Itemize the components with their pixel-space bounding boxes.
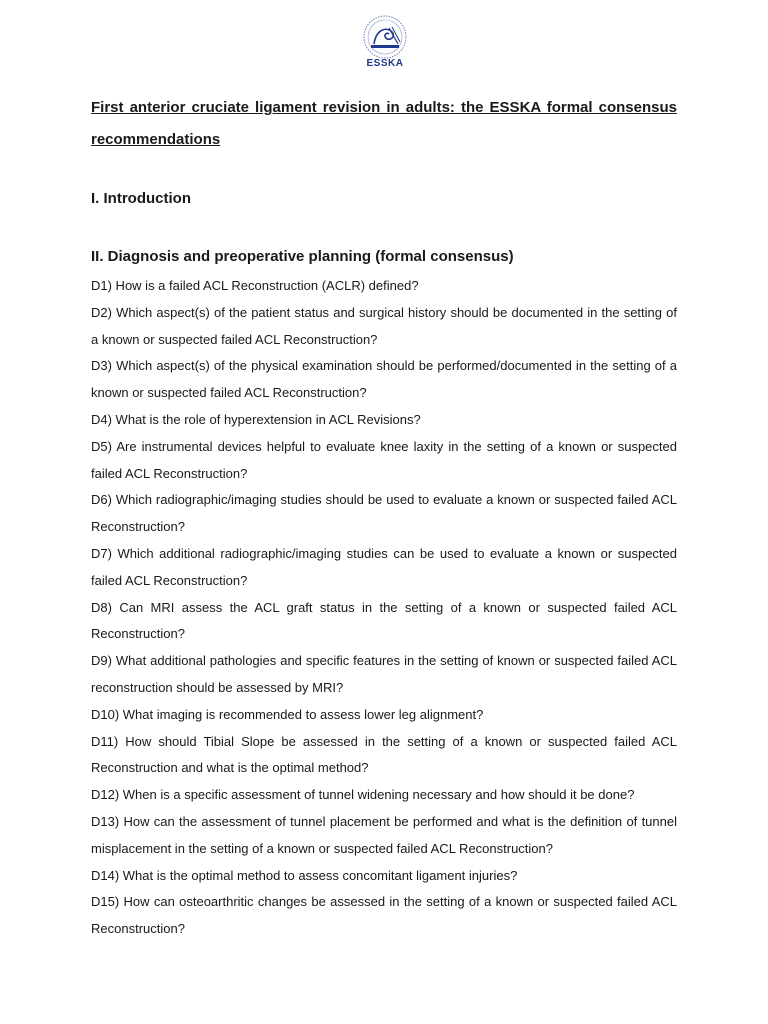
question-item: D1) How is a failed ACL Reconstruction (ACLR) defined? (91, 278, 419, 293)
document-body (91, 92, 677, 943)
question-item: D3) Which aspect(s) of the physical examination should be performed/documented in the setting of a known or suspected failed ACL Reconstruction? (91, 358, 677, 401)
esska-logo (355, 14, 415, 76)
question-item: D13) How can the assessment of tunnel placement be performed and what is the definition of tunnel misplacement in the setting of a known or suspected failed ACL Reconstruction? (91, 813, 677, 856)
question-item: D4) What is the role of hyperextension in ACL Revisions? (91, 411, 421, 427)
document-title: First anterior cruciate ligament revision in adults: the ESSKA formal consensus recommendations (91, 99, 677, 148)
question-item: D12) When is a specific assessment of tunnel widening necessary and how should it be done? (91, 787, 635, 803)
question-item: D9) What additional pathologies and specific features in the setting of known or suspected failed ACL reconstruction should be assessed by MRI? (91, 653, 677, 695)
question-item: D14) What is the optimal method to assess concomitant ligament injuries? (91, 867, 518, 883)
question-item: D10) What imaging is recommended to assess lower leg alignment? (91, 706, 484, 722)
question-item: D7) Which additional radiographic/imaging studies can be used to evaluate a known or suspected failed ACL Reconstruction? (91, 545, 677, 588)
question-item: D6) Which radiographic/imaging studies should be used to evaluate a known or suspected failed ACL Reconstruction? (91, 492, 677, 535)
question-item: D5) Are instrumental devices helpful to evaluate knee laxity in the setting of a known or suspected failed ACL Reconstruction? (91, 438, 677, 481)
section-heading-introduction: I. Introduction (91, 190, 191, 207)
logo-text: ESSKA (366, 58, 404, 69)
question-item: D2) Which aspect(s) of the patient status and surgical history should be documented in the setting of a known or suspected failed ACL Reconstruction? (91, 304, 677, 347)
esska-emblem-icon (356, 14, 414, 60)
section-heading-diagnosis: II. Diagnosis and preoperative planning (formal consensus) (91, 248, 514, 265)
question-item: D11) How should Tibial Slope be assessed in the setting of a known or suspected failed ACL Reconstruction and what is the optimal method? (91, 733, 677, 776)
question-list (91, 273, 677, 943)
question-item: D15) How can osteoarthritic changes be assessed in the setting of a known or suspected failed ACL Reconstruction? (91, 894, 677, 937)
question-item: D8) Can MRI assess the ACL graft status in the setting of a known or suspected failed ACL Reconstruction? (91, 599, 677, 642)
